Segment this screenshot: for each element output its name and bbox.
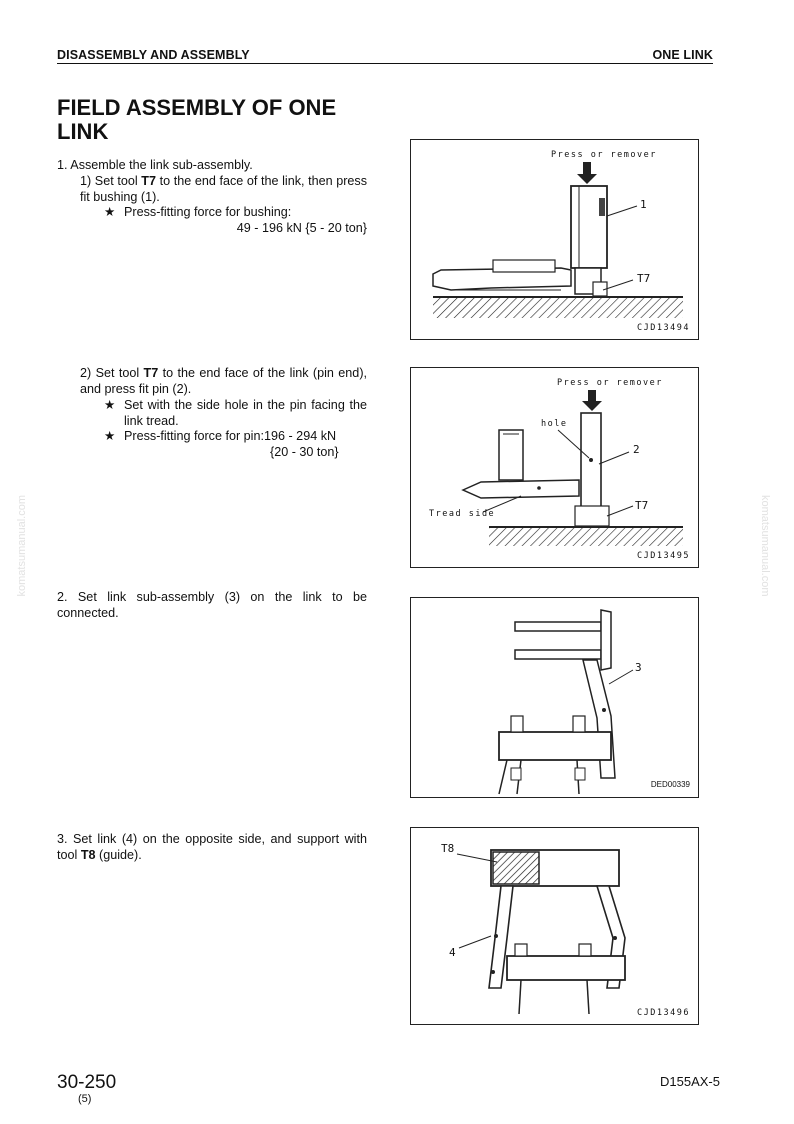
callout-4: 4 xyxy=(449,946,456,959)
header-rule xyxy=(57,63,713,64)
step-2: 2. Set link sub-assembly (3) on the link to be connected. xyxy=(57,590,367,620)
step-1-1-note: Press-fitting force for bushing: xyxy=(124,205,292,219)
t8-guide-drawing xyxy=(411,828,698,1024)
step-1-2-note-1: Set with the side hole in the pin facing the link tread. xyxy=(124,398,367,428)
figure-code: CJD13495 xyxy=(637,551,690,561)
tool-t7: T7 xyxy=(141,174,156,188)
press-label: Press or remover xyxy=(557,378,663,388)
link-subassembly-drawing xyxy=(411,598,698,797)
header-topic: ONE LINK xyxy=(652,48,713,62)
tool-label-t8: T8 xyxy=(441,842,455,855)
callout-1: 1 xyxy=(640,198,647,211)
callout-2: 2 xyxy=(633,443,640,456)
tool-t7: T7 xyxy=(143,366,159,380)
revision: (5) xyxy=(78,1093,92,1105)
figure-code: DED00339 xyxy=(650,780,690,789)
step-1-2: 2) Set tool T7 to the end face of the link (pin end), and press fit pin (2). xyxy=(80,366,368,396)
step-1-2-note-2: Press-fitting force for pin:196 - 294 kN xyxy=(124,429,337,443)
figure-pin-press xyxy=(410,367,699,568)
figure-bushing-press xyxy=(410,139,699,340)
step-1-1: 1) Set tool T7 to the end face of the link, then press fit bushing (1). xyxy=(80,174,368,204)
star-icon: ★ xyxy=(104,429,116,443)
step-1: 1. Assemble the link sub-assembly. xyxy=(57,158,253,172)
figure-code: CJD13494 xyxy=(637,323,690,333)
pin-press-drawing xyxy=(411,368,698,567)
tread-side-label: Tread side xyxy=(429,509,496,519)
hole-label: hole xyxy=(541,419,568,429)
page-title: FIELD ASSEMBLY OF ONE LINK xyxy=(57,95,337,144)
figure-t8-guide xyxy=(410,827,699,1025)
tool-label-t7: T7 xyxy=(635,499,649,512)
press-label: Press or remover xyxy=(551,150,657,160)
figure-link-subassembly xyxy=(410,597,699,798)
tool-label-t7: T7 xyxy=(637,272,651,285)
step-1-2-value: {20 - 30 ton} xyxy=(270,445,339,459)
watermark-right: komatsumanual.com xyxy=(759,495,771,597)
step-1-1-value: 49 - 196 kN {5 - 20 ton} xyxy=(236,221,367,235)
star-icon: ★ xyxy=(104,205,116,219)
star-icon: ★ xyxy=(104,398,116,412)
header-section: DISASSEMBLY AND ASSEMBLY xyxy=(57,48,250,62)
watermark-left: komatsumanual.com xyxy=(16,495,28,597)
callout-3: 3 xyxy=(635,661,642,674)
tool-t8: T8 xyxy=(80,847,96,862)
figure-code: CJD13496 xyxy=(637,1008,690,1018)
page-number: 30-250 xyxy=(57,1072,117,1093)
step-3: 3. Set link (4) on the opposite side, and support with tool T8 (guide). xyxy=(57,832,367,862)
bushing-press-drawing xyxy=(411,140,698,339)
model-code: D155AX-5 xyxy=(660,1074,720,1089)
